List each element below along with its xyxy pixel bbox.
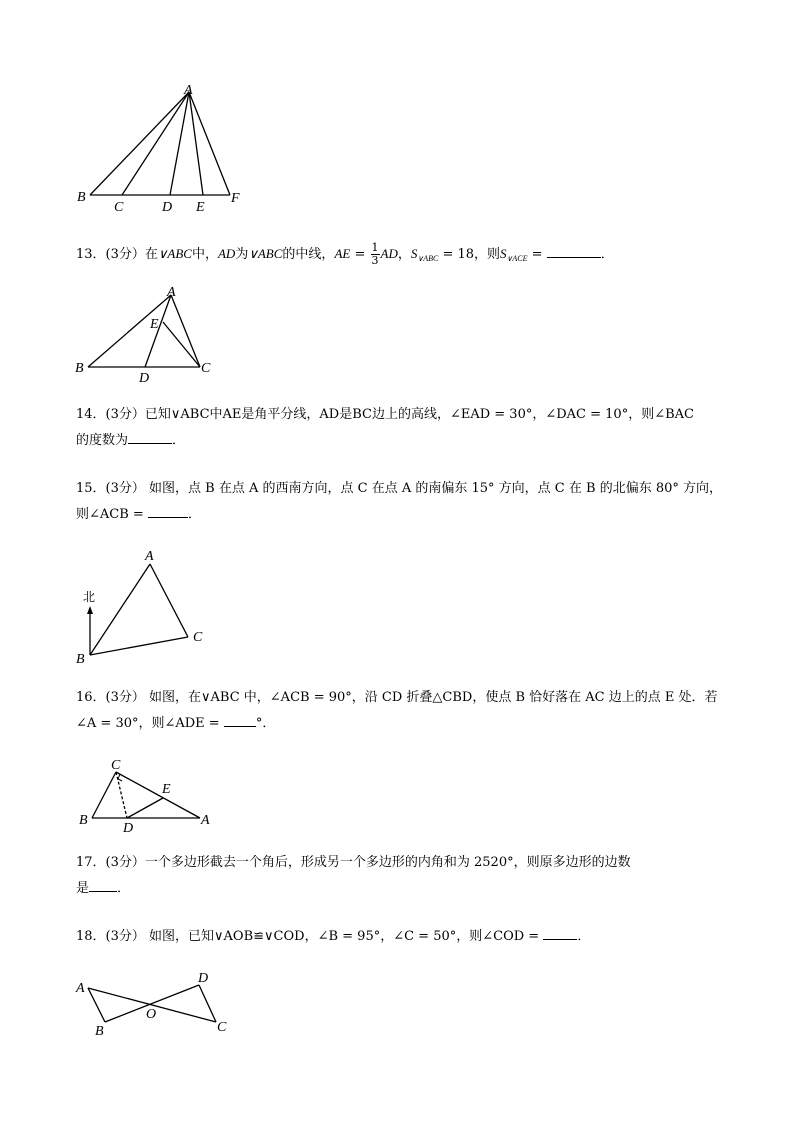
label-e: E [150, 317, 159, 332]
answer-blank[interactable] [547, 243, 601, 258]
q13-ae: AE [334, 246, 351, 261]
q18-line-1 [76, 924, 726, 950]
q13-prefix: 13．(3分）在 [76, 247, 158, 262]
q13-area-symbol: S [500, 246, 507, 261]
q13-triangle: ∨ABC [248, 246, 283, 261]
q13-area-subscript: ∨ACE [506, 254, 528, 263]
label-e: E [162, 782, 171, 797]
label-a: A [201, 813, 210, 828]
answer-blank[interactable] [148, 503, 188, 518]
label-d: D [162, 200, 173, 215]
figure-q18 [70, 965, 240, 1045]
q18-text: 18．(3分） 如图，已知∨AOB≌∨COD，∠B = 95°，∠C = 50°，则∠COD = [76, 929, 544, 944]
question-16 [76, 685, 726, 737]
q16-end: °． [255, 716, 276, 731]
q13-end: ． [600, 247, 614, 262]
label-a: A [145, 549, 154, 564]
q13-area-symbol: S [410, 246, 418, 261]
label-d: D [123, 821, 134, 836]
label-f: F [231, 191, 240, 206]
question-18 [76, 924, 726, 950]
q14-end: ． [172, 433, 186, 448]
q13-text: ，则 [474, 247, 501, 262]
label-c: C [114, 200, 124, 215]
q17-line-2 [76, 876, 726, 902]
q13-ad: AD [217, 246, 236, 261]
q18-end: ． [577, 929, 591, 944]
q13-eq: = [527, 247, 547, 262]
figure-q12 [70, 80, 260, 215]
q15-end: ． [187, 507, 201, 522]
label-e: E [196, 200, 205, 215]
q13-text: 的中线， [282, 247, 335, 262]
q13-fraction [371, 242, 380, 267]
fraction-denominator: 3 [371, 254, 379, 267]
q15-text: 则∠ACB = [76, 507, 148, 522]
figure-q13 [70, 284, 220, 384]
q13-ad: AD [380, 246, 398, 261]
label-c: C [201, 361, 211, 376]
label-c: C [111, 758, 121, 773]
label-c: C [193, 630, 203, 645]
q15-line-1: 15．(3分） 如图，点 B 在点 A 的西南方向，点 C 在点 A 的南偏东 15° 方向，点 C 在 B 的北偏东 80° 方向， [76, 481, 722, 496]
label-a: A [184, 83, 193, 98]
question-13 [76, 241, 726, 272]
label-b: B [75, 361, 84, 376]
answer-blank[interactable] [224, 712, 256, 727]
q13-text: 为 [235, 247, 249, 262]
q13-area-value: = 18 [438, 247, 475, 262]
answer-blank[interactable] [128, 429, 172, 444]
q13-eq: = [350, 247, 370, 262]
label-o: O [146, 1007, 157, 1022]
question-17 [76, 850, 726, 902]
label-b: B [76, 652, 85, 667]
answer-blank[interactable] [543, 925, 577, 940]
label-c: C [217, 1020, 227, 1035]
figure-q15 [70, 545, 220, 670]
label-b: B [79, 813, 88, 828]
q14-text: 的度数为 [76, 433, 129, 448]
q16-line-2 [76, 711, 726, 737]
q17-line-1: 17．(3分）一个多边形截去一个角后，形成另一个多边形的内角和为 2520°，则原多边形的边数 [76, 855, 631, 870]
q13-area-subscript: ∨ABC [417, 254, 439, 263]
label-a: A [76, 981, 85, 996]
question-15 [76, 476, 726, 528]
label-north: 北 [83, 590, 96, 604]
q16-line-1: 16．(3分） 如图，在∨ABC 中，∠ACB = 90°，沿 CD 折叠△CBD，使点 B 恰好落在 AC 边上的点 E 处．若 [76, 690, 718, 705]
q13-text: 中， [191, 247, 218, 262]
q17-end: ． [117, 881, 131, 896]
question-14 [76, 402, 726, 454]
q17-text: 是 [76, 881, 90, 896]
label-b: B [77, 190, 86, 205]
q13-text: ， [397, 247, 411, 262]
label-a: A [167, 285, 176, 300]
fraction-numerator: 1 [371, 241, 379, 254]
q13-triangle: ∨ABC [157, 246, 192, 261]
q15-line-2 [76, 502, 726, 528]
figure-q16 [70, 755, 220, 835]
q14-line-2 [76, 428, 726, 454]
q14-line-1: 14．(3分）已知∨ABC中AE是角平分线，AD是BC边上的高线，∠EAD = 30°，∠DAC = 10°，则∠BAC [76, 407, 694, 422]
q16-text: ∠A = 30°，则∠ADE = [76, 716, 224, 731]
label-b: B [95, 1024, 104, 1039]
answer-blank[interactable] [89, 877, 117, 892]
label-d: D [198, 971, 209, 986]
label-d: D [139, 371, 150, 386]
